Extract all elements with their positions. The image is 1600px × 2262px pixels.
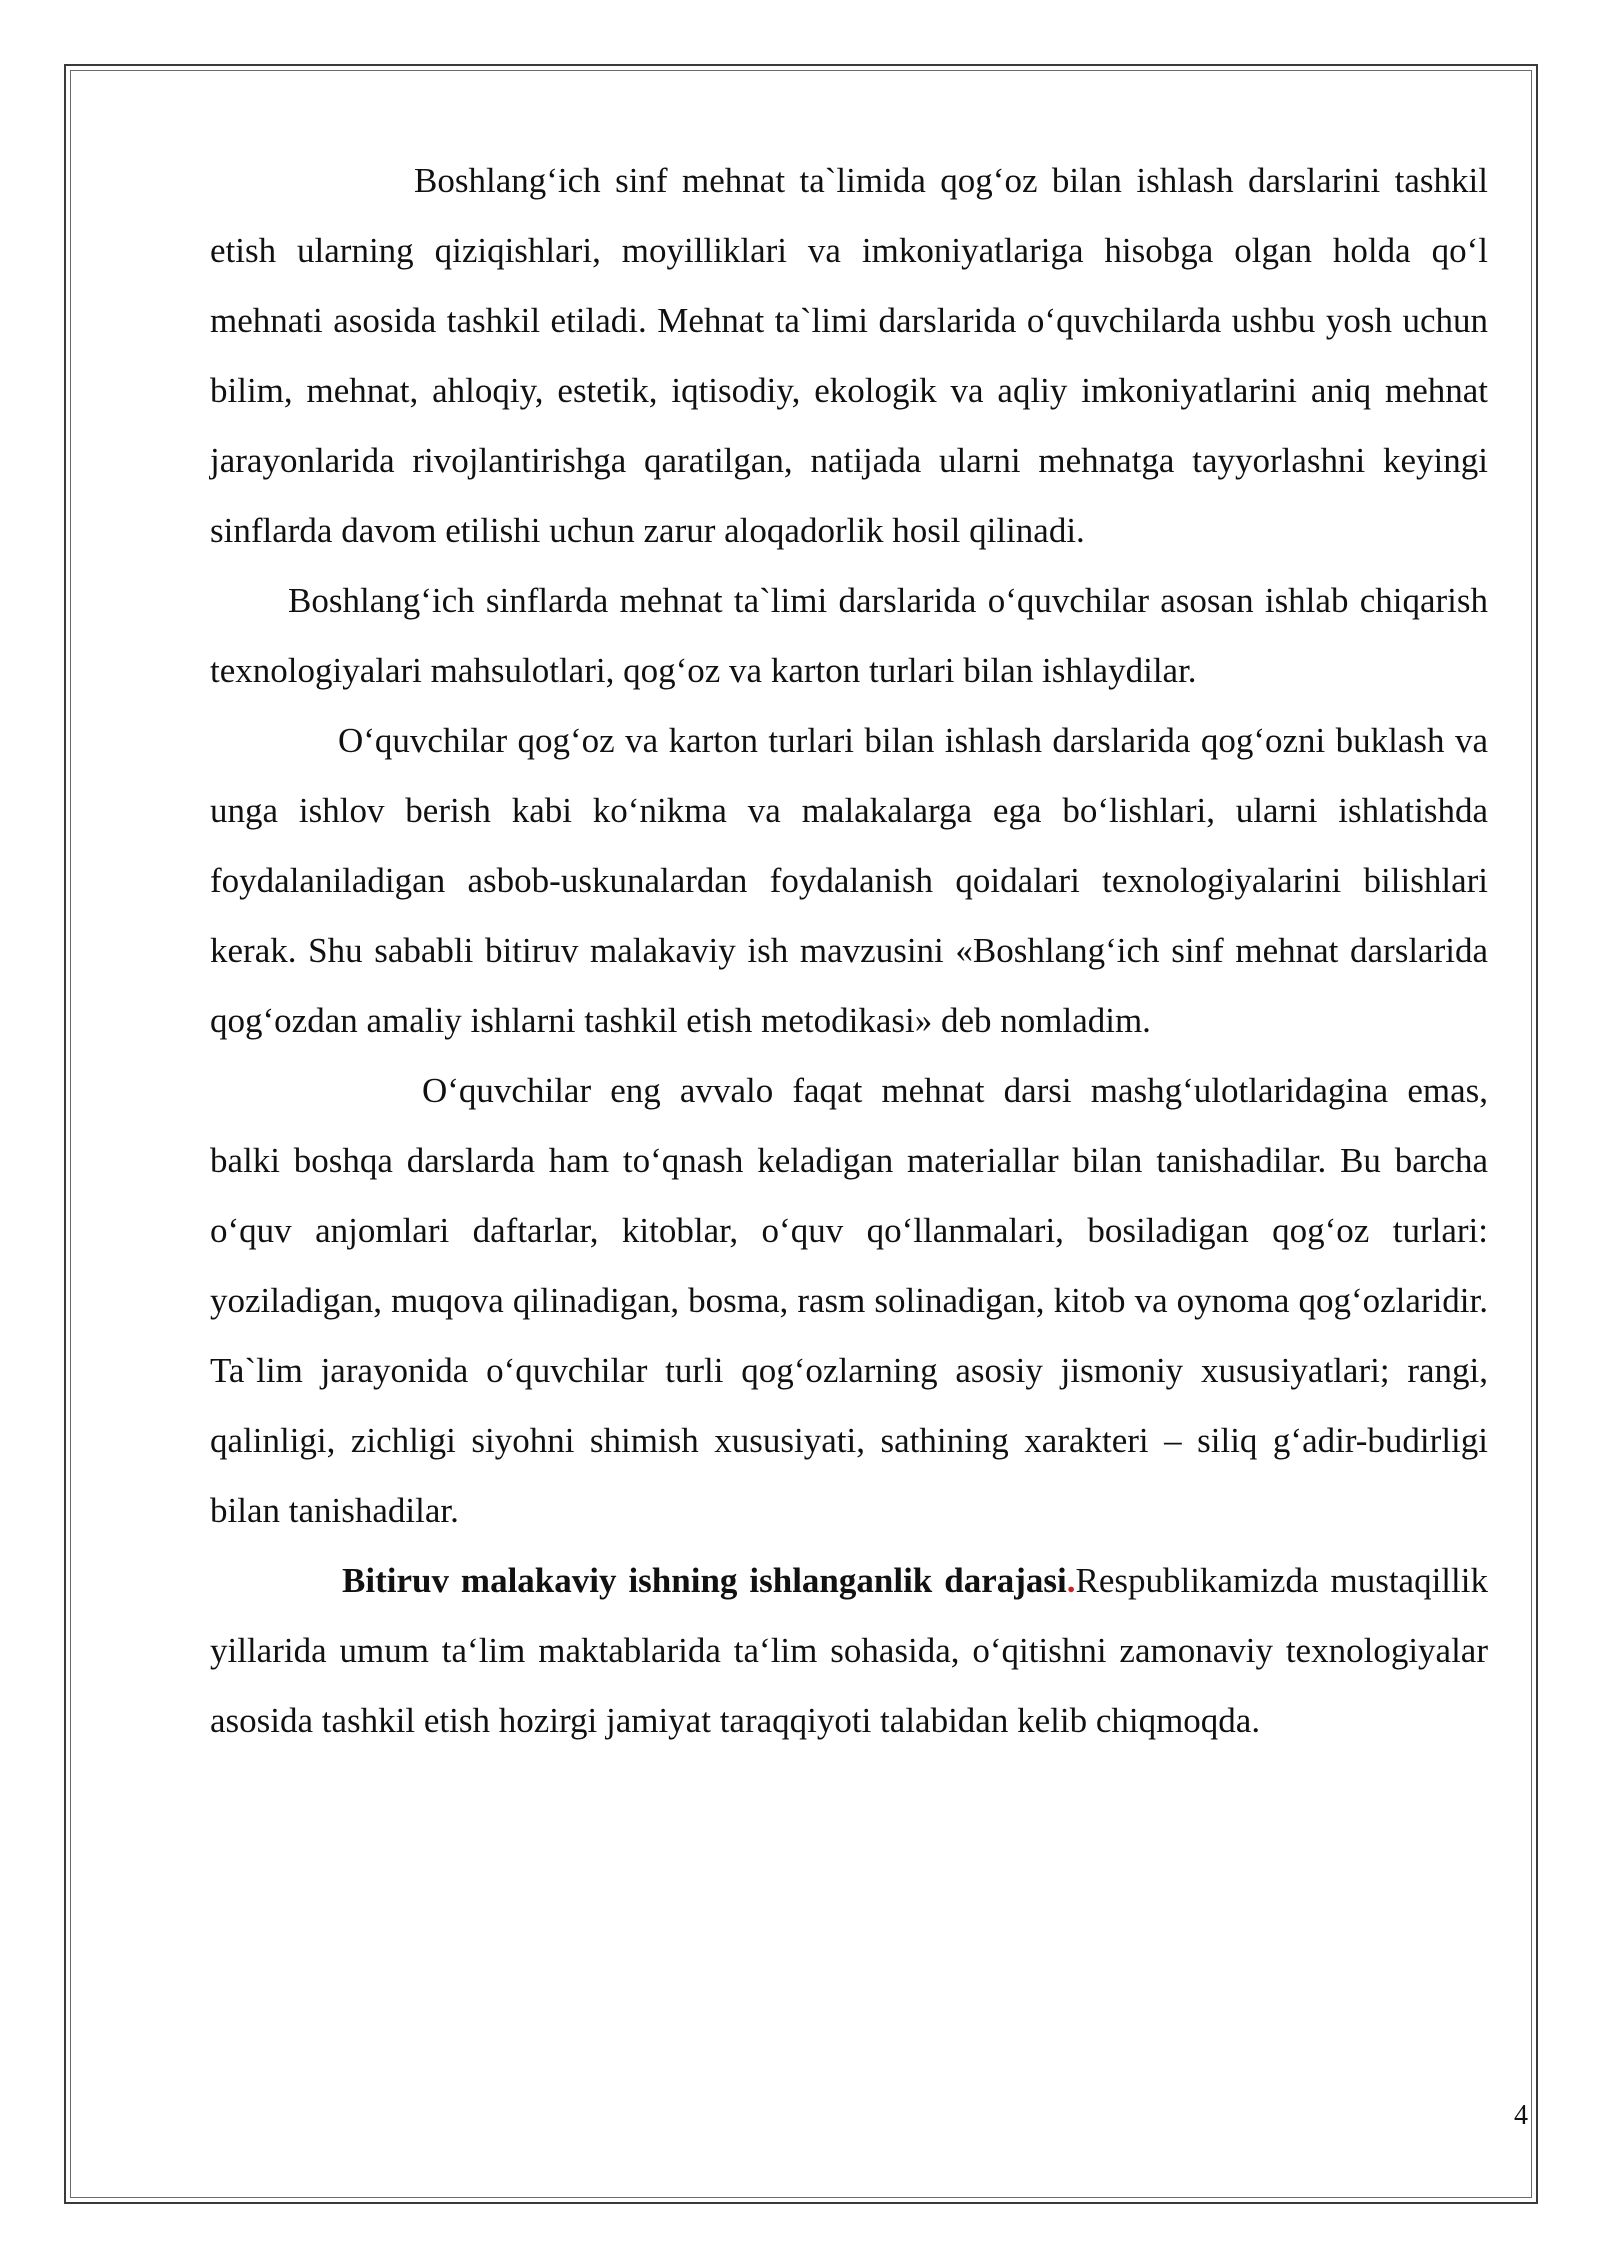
- paragraph-4: O‘quvchilar eng avvalo faqat mehnat darsi mashg‘ulotlaridagina emas, balki boshqa darslarda ham to‘qnash keladigan materiallar bilan tanishadilar. Bu barcha o‘quv anjomlari daftarlar, kitoblar, o‘quv qo‘llanmalari, bosiladigan qog‘oz turlari: yoziladigan, muqova qilinadigan, bosma, rasm solinadigan, kitob va oynoma qog‘ozlaridir. Ta`lim jarayonida o‘quvchilar turli qog‘ozlarning asosiy jismoniy xususiyatlari; rangi, qalinligi, zichligi siyohni shimish xususiyati, sathining xarakteri – siliq g‘adir-budirligi bilan tanishadilar.: [210, 1071, 1488, 1530]
- paragraph-3: O‘quvchilar qog‘oz va karton turlari bilan ishlash darslarida qog‘ozni buklash va unga ishlov berish kabi ko‘nikma va malakalarga ega bo‘lishlari, ularni ishlatishda foydalaniladigan asbob-uskunalardan foydalanish qoidalari texnologiyalarini bilishlari kerak. Shu sababli bitiruv malakaviy ish mavzusini «Boshlang‘ich sinf mehnat darslarida qog‘ozdan amaliy ishlarni tashkil etish metodikasi» deb nomladim.: [210, 721, 1488, 1040]
- paragraph-2: Boshlang‘ich sinflarda mehnat ta`limi darslarida o‘quvchilar asosan ishlab chiqarish texnologiyalari mahsulotlari, qog‘oz va karton turlari bilan ishlaydilar.: [210, 581, 1488, 690]
- paragraph-5: [210, 1546, 1488, 1756]
- paragraph-1: Boshlang‘ich sinf mehnat ta`limida qog‘oz bilan ishlash darslarini tashkil etish ularning qiziqishlari, moyilliklari va imkoniyatlariga hisobga olgan holda qo‘l mehnati asosida tashkil etiladi. Mehnat ta`limi darslarida o‘quvchilarda ushbu yosh uchun bilim, mehnat, ahloqiy, estetik, iqtisodiy, ekologik va aqliy imkoniyatlarini aniq mehnat jarayonlarida rivojlantirishga qaratilgan, natijada ularni mehnatga tayyorlashni keyingi sinflarda davom etilishi uchun zarur aloqadorlik hosil qilinadi.: [210, 161, 1488, 550]
- paragraph-5-text: Respublikamizda mustaqillik yillarida umum ta‘lim maktablarida ta‘lim sohasida, o‘qitishni zamonaviy texnologiyalar asosida tashkil etish hozirgi jamiyat taraqqiyoti talabidan kelib chiqmoqda.: [210, 1561, 1488, 1740]
- heading-dot: .: [1066, 1561, 1076, 1600]
- document-body: [210, 146, 1488, 1756]
- section-heading-inline: Bitiruv malakaviy ishning ishlanganlik darajasi: [342, 1561, 1067, 1600]
- page-number: 4: [1514, 2100, 1528, 2131]
